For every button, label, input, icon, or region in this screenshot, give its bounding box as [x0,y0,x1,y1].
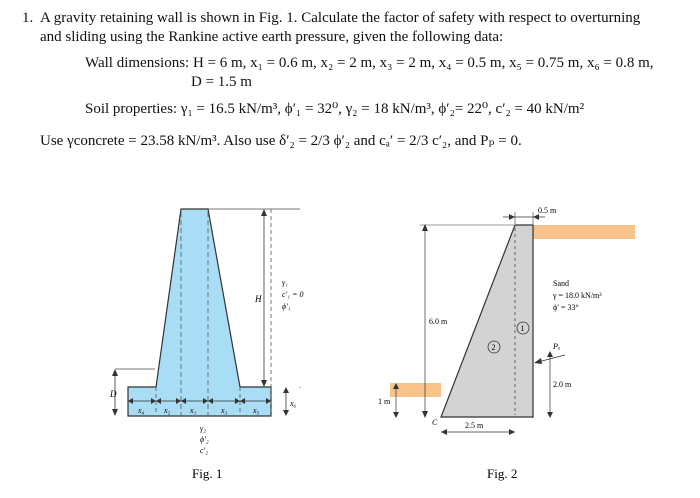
fig2-pa-height: 2.0 m [553,380,572,389]
fig2-toe-soil [390,383,441,397]
fig2-height: 6.0 m [429,317,448,326]
use-line: Use γconcrete = 23.58 kN/m³. Also use δ′₂ = 2/3 ϕ′₂ and cₐ′ = 2/3 c′₂, and Pₚ = 0. [40,133,522,149]
fig1-label-x5: x₅ [253,406,260,415]
fig2-soil-name: Sand [553,279,569,288]
fig1-soil2-gamma: γ₂ [200,424,206,433]
fig1-soil1-gamma: γ₁ [282,278,288,287]
fig2-top-width: 0.5 m [538,206,557,215]
fig2-gravity-wall [441,225,533,417]
problem-number: 1. [22,10,34,26]
fig1-soil2-phi: ϕ′₂ [200,435,209,444]
fig1-caption: Fig. 1 [192,466,223,481]
wall-dimensions-line-1: Wall dimensions: H = 6 m, x₁ = 0.6 m, x₂ = 2 m, x₃ = 2 m, x₄ = 0.5 m, x₅ = 0.75 m, x₆ = 0.8 m, [85,55,654,71]
fig2-backfill-soil [533,225,635,239]
wall-dimensions-line-2: D = 1.5 m [191,74,252,90]
fig2-soil-phi: ϕ′ = 33° [553,303,579,312]
fig2-point-c: C [432,418,438,427]
fig2-base-width: 2.5 m [465,421,484,430]
fig2-pa-label: Pₐ [553,342,561,351]
fig1-label-x4: x₄ [138,406,145,415]
fig1-soil1-phi: ϕ′₁ [282,302,291,311]
fig1-label-d: D [110,389,117,399]
problem-line-2: and sliding using the Rankine active earth pressure, given the following data: [40,29,504,45]
fig1-label-x3: x₃ [221,406,228,415]
fig1-label-x1: x₁ [190,406,197,415]
fig2-caption: Fig. 2 [487,466,518,481]
fig2-section-1: 1 [520,324,525,333]
fig1-soil2-c: c′₂ [200,446,209,455]
fig1-label-x6: x₆ [290,399,297,408]
fig2-soil-gamma: γ = 18.0 kN/m³ [553,291,602,300]
soil-properties-line: Soil properties: γ₁ = 16.5 kN/m³, ϕ′₁ = 32⁰, γ₂ = 18 kN/m³, ϕ′₂= 22⁰, c′₂ = 40 kN/m² [85,101,585,117]
fig2-section-2: 2 [491,343,496,352]
fig1-label-x2: x₂ [164,406,171,415]
fig2-depth: 1 m [378,397,391,406]
fig1-soil1-c: c′₁ = 0 [282,290,304,299]
fig1-label-h: H [255,294,262,304]
problem-line-1: A gravity retaining wall is shown in Fig. 1. Calculate the factor of safety with respect to overturning [40,10,641,26]
